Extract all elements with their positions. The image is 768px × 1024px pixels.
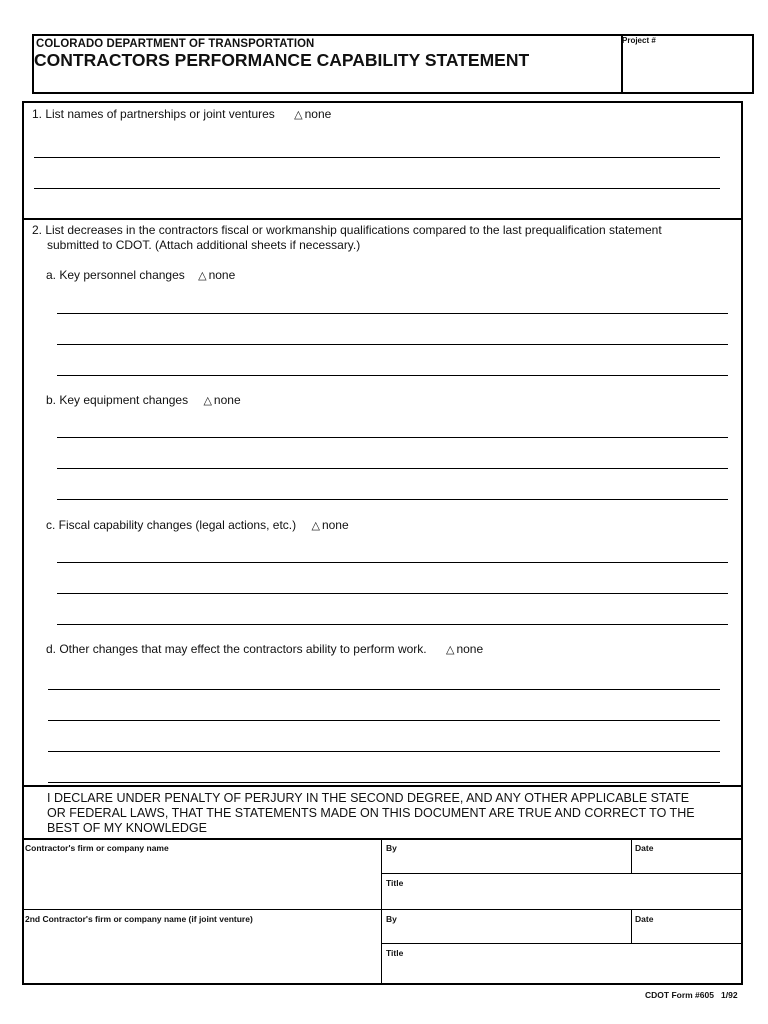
triangle-checkbox-icon[interactable]: △: [198, 270, 207, 282]
department-name: COLORADO DEPARTMENT OF TRANSPORTATION: [36, 36, 315, 50]
answer-line[interactable]: [57, 624, 728, 625]
answer-line[interactable]: [57, 593, 728, 594]
row-divider: [381, 873, 743, 874]
section-divider: [22, 838, 743, 840]
item-key-equipment: b. Key equipment changes △ none: [46, 393, 241, 407]
section-divider: [22, 785, 743, 787]
item-other-changes: d. Other changes that may effect the contractors ability to perform work. △ none: [46, 642, 484, 656]
form-title: CONTRACTORS PERFORMANCE CAPABILITY STATEMENT: [34, 50, 530, 70]
row-divider: [22, 909, 743, 910]
signature-column-divider: [381, 839, 382, 984]
item-b-none-option[interactable]: △ none: [203, 393, 241, 407]
answer-line[interactable]: [48, 689, 720, 690]
item-a-none-option[interactable]: △ none: [198, 268, 236, 282]
answer-line[interactable]: [34, 157, 720, 158]
title-label: Title: [386, 878, 404, 888]
answer-line[interactable]: [57, 375, 728, 376]
answer-line[interactable]: [57, 344, 728, 345]
section1-question: 1. List names of partnerships or joint ventures △ none: [32, 107, 332, 121]
date-label: Date: [635, 843, 654, 853]
declaration-line2: OR FEDERAL LAWS, THAT THE STATEMENTS MADE ON THIS DOCUMENT ARE TRUE AND CORRECT TO THE: [47, 806, 695, 820]
firm2-label: 2nd Contractor's firm or company name (if joint venture): [25, 914, 253, 924]
row-divider: [381, 943, 743, 944]
section1-none-option[interactable]: △ none: [294, 107, 332, 121]
triangle-checkbox-icon[interactable]: △: [294, 109, 303, 121]
date-column-divider: [631, 839, 632, 874]
triangle-checkbox-icon[interactable]: △: [203, 395, 212, 407]
firm1-label: Contractor's firm or company name: [25, 843, 169, 853]
project-number-label: Project #: [622, 36, 656, 45]
section2-question-line2: submitted to CDOT. (Attach additional sheets if necessary.): [47, 238, 361, 252]
triangle-checkbox-icon[interactable]: △: [445, 644, 455, 656]
answer-line[interactable]: [57, 313, 728, 314]
item-c-none-option[interactable]: △ none: [311, 518, 349, 532]
section2-question-line1: 2. List decreases in the contractors fiscal or workmanship qualifications compared to the last prequalification statement: [32, 223, 662, 237]
item-key-personnel: a. Key personnel changes △ none: [46, 268, 236, 282]
section-divider: [22, 218, 743, 220]
item-d-none-option[interactable]: △ none: [445, 642, 484, 656]
form-number: CDOT Form #605 1/92: [645, 990, 738, 1000]
answer-line[interactable]: [57, 437, 728, 438]
by-label: By: [386, 914, 397, 924]
answer-line[interactable]: [57, 562, 728, 563]
answer-line[interactable]: [57, 468, 728, 469]
by-label: By: [386, 843, 397, 853]
declaration-line3: BEST OF MY KNOWLEDGE: [47, 821, 207, 835]
date-label: Date: [635, 914, 654, 924]
answer-line[interactable]: [48, 782, 720, 783]
triangle-checkbox-icon[interactable]: △: [311, 520, 320, 532]
title-label: Title: [386, 948, 404, 958]
item-fiscal-capability: c. Fiscal capability changes (legal actions, etc.) △ none: [46, 518, 349, 532]
answer-line[interactable]: [48, 751, 720, 752]
date-column-divider: [631, 910, 632, 944]
answer-line[interactable]: [57, 499, 728, 500]
answer-line[interactable]: [34, 188, 720, 189]
answer-line[interactable]: [48, 720, 720, 721]
declaration-line1: I DECLARE UNDER PENALTY OF PERJURY IN THE SECOND DEGREE, AND ANY OTHER APPLICABLE STATE: [47, 791, 690, 805]
